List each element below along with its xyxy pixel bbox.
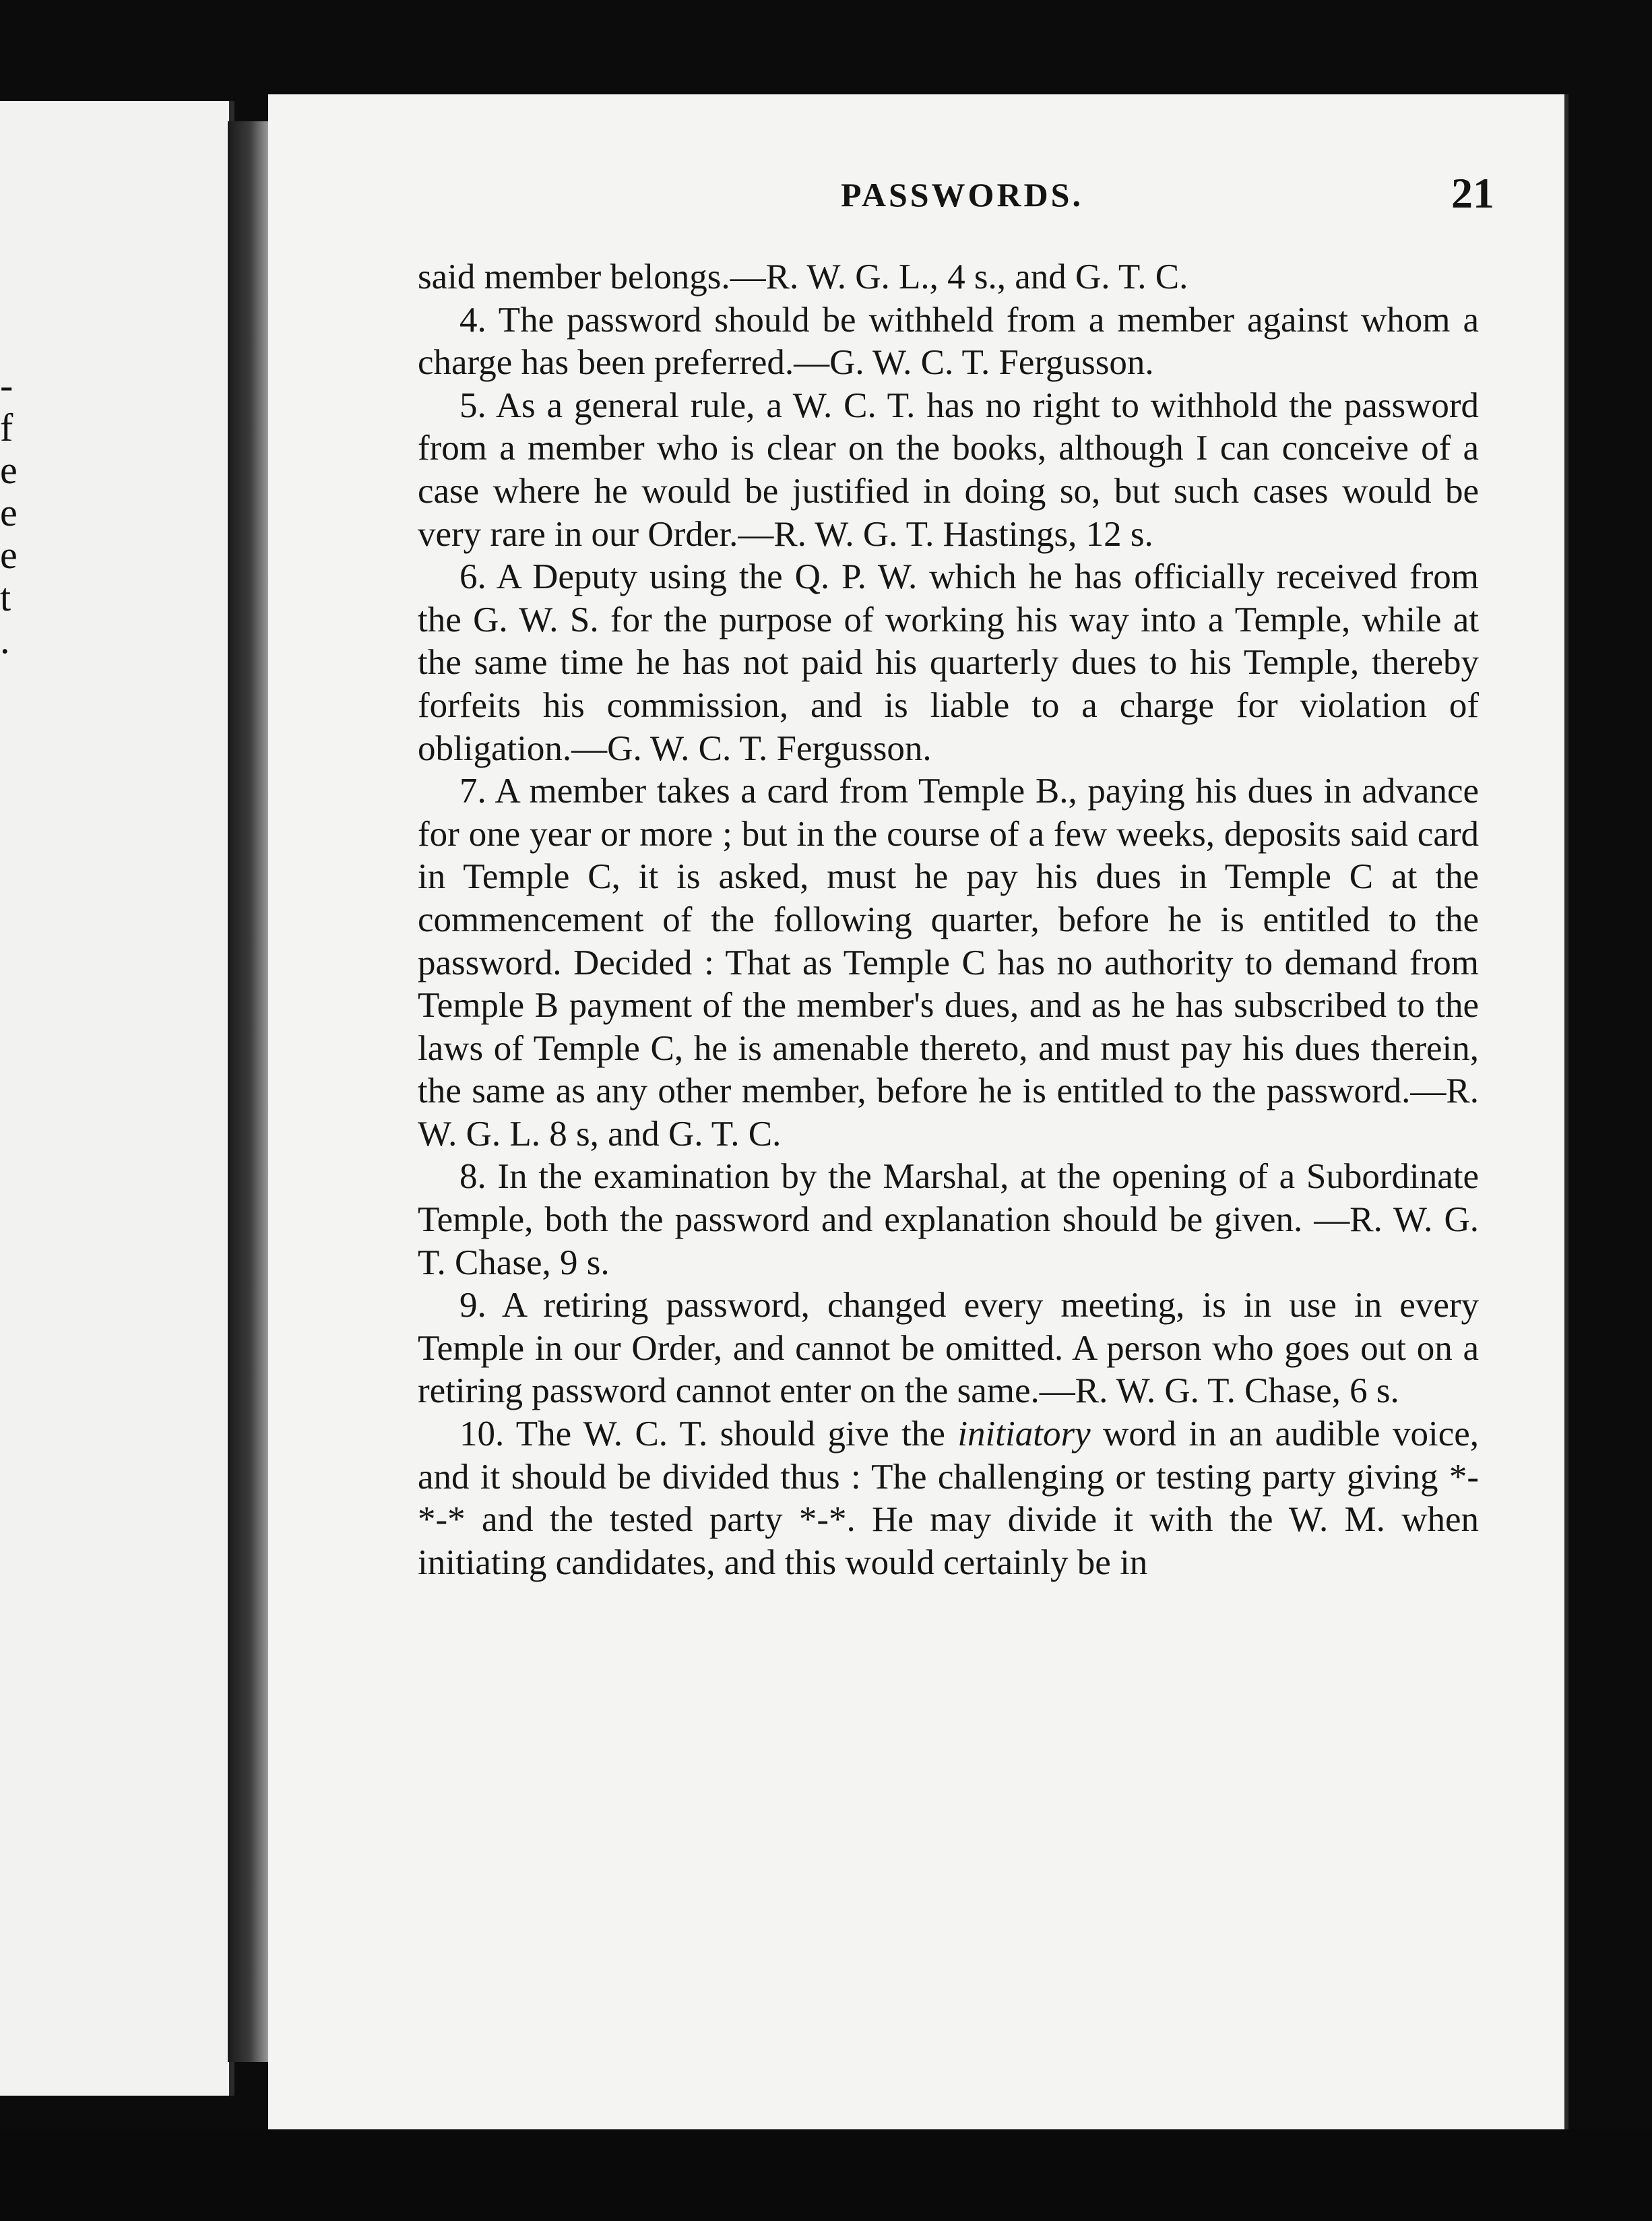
edge-letter: t <box>0 575 11 619</box>
paragraph-9: 9. A retiring password, changed every meeting, is in use in every Temple in our Order, and cannot be omitted. A person who goes out on a retiring password cannot enter on the same.—R. W. G. T. Chase, 6 s. <box>418 1286 1479 1411</box>
running-head <box>268 169 1568 229</box>
paragraph-6: 6. A Deputy using the Q. P. W. which he has officially received from the G. W. S. for the purpose of working his way into a Temple, while at the same time he has not paid his quarterly dues to his Temple, thereby forfeits his commission, and is liable to a charge for violation of obligation.—G. W. C. T. Fergusson. <box>418 557 1479 768</box>
paragraph-10-italic: initiatory <box>957 1414 1091 1454</box>
book-gutter <box>228 121 268 2062</box>
edge-letter: e <box>0 533 18 577</box>
paragraph-10-lead: 10. The W. C. T. should give the <box>459 1414 958 1454</box>
edge-letter: e <box>0 491 18 534</box>
book-page <box>268 94 1568 2129</box>
paragraph-4: 4. The password should be withheld from a member against whom a charge has been preferred.—G. W. C. T. Fergusson. <box>418 300 1479 383</box>
scan-bottom-border <box>0 2129 1652 2221</box>
paragraph-10-rest: word in an audible voice, and it should be divided thus : The challenging or testing party giving *-*-* and the tested party *-*. He may divide it with the W. M. when initiating candidates, and this would certainly be in <box>418 1414 1479 1582</box>
running-title: PASSWORDS. <box>841 176 1083 214</box>
edge-letter: . <box>0 618 10 662</box>
facing-page-edge-text <box>0 364 20 661</box>
page-number: 21 <box>1451 169 1494 217</box>
edge-letter: e <box>0 448 18 492</box>
edge-letter: f <box>0 406 13 449</box>
paragraph-5: 5. As a general rule, a W. C. T. has no right to withhold the password from a member who is clear on the books, although I can conceive of a case where he would be justified in doing so, but such cases would be very rare in our Order.—R. W. G. T. Hastings, 12 s. <box>418 385 1479 554</box>
body-text <box>418 256 1479 1584</box>
paragraph-continuation: said member belongs.—R. W. G. L., 4 s., and G. T. C. <box>418 257 1188 296</box>
facing-page-left <box>0 101 234 2096</box>
paragraph-10 <box>418 1413 1479 1584</box>
paragraph-7: 7. A member takes a card from Temple B., paying his dues in advance for one year or more ; but in the course of a few weeks, deposits said card in Temple C, it is asked, must he pay his dues in Temple C at the commencement of the following quarter, before he is entitled to the password. Decided : That as Temple C has no authority to demand from Temple B payment of the member's dues, and as he has subscribed to the laws of Temple C, he is amenable thereto, and must pay his dues therein, the same as any other member, before he is entitled to the password.—R. W. G. L. 8 s, and G. T. C. <box>418 772 1479 1154</box>
paragraph-8: 8. In the examination by the Marshal, at the opening of a Subordinate Temple, both the password and explanation should be given. —R. W. G. T. Chase, 9 s. <box>418 1157 1479 1282</box>
edge-letter: - <box>0 363 13 407</box>
